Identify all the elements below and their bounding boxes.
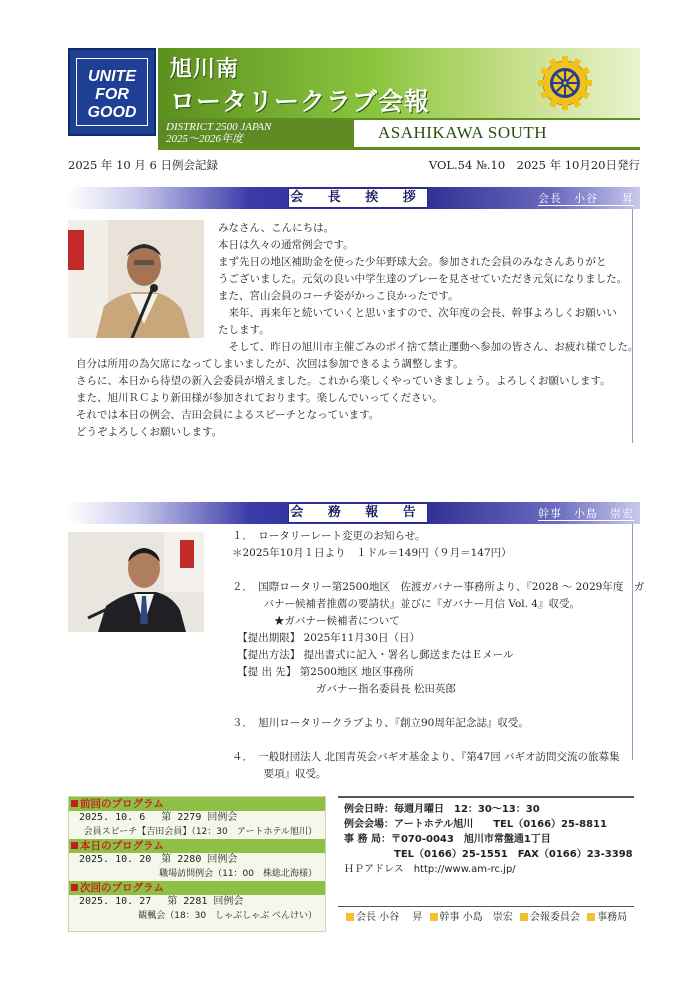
square-bullet-icon xyxy=(71,842,78,849)
greeting-line: 本日は久々の通常例会です。 xyxy=(218,239,354,251)
program-date: 2025. 10. 27 第 2281 回例会 xyxy=(79,896,244,907)
greeting-line: 来年、再来年と続いていくと思いますので、次年度の会長、幹事よろしくお願いい xyxy=(218,307,617,319)
greeting-speaker-name: 会長 小谷 昇 xyxy=(538,192,634,205)
editorial-roles xyxy=(338,906,634,928)
report-speaker-name: 幹事 小島 崇宏 xyxy=(538,507,634,520)
greeting-line: さらに、本日から待望の新入会委員が増えました。これから楽しくやっていきましょう。よろしくお願いします。 xyxy=(76,375,611,387)
program-heading-previous xyxy=(69,797,325,811)
secretary-photo xyxy=(68,532,204,632)
report-line: ２． 国際ロータリー第2500地区 佐渡ガバナー事務所より、『2028 〜 2029年度 ガ xyxy=(232,581,645,593)
issue-number: VOL.54 №.10 2025 年 10月20日発行 xyxy=(428,158,640,172)
district-label: DISTRICT 2500 JAPAN xyxy=(166,121,272,133)
meeting-venue: 例会会場：アートホテル旭川 TEL（0166）25-8811 xyxy=(344,819,607,830)
program-heading-today xyxy=(69,839,325,853)
president-photo xyxy=(68,220,204,338)
greeting-line: そして、昨日の旭川市主催ごみのポイ捨て禁止運動へ参加の皆さん、お疲れ様でした。 xyxy=(218,341,639,353)
header-subbar xyxy=(158,118,640,150)
report-line: ガバナー指名委員長 松田英郎 xyxy=(232,683,456,695)
report-spacer xyxy=(232,698,632,715)
role-office: 事務局 xyxy=(597,912,628,923)
program-description: 会員スピーチ【吉田会員】（12：30 アートホテル旭川） xyxy=(83,827,317,837)
logo-line-3: GOOD xyxy=(87,104,137,121)
logo-line-2: FOR xyxy=(95,86,129,103)
square-bullet-icon xyxy=(520,913,528,921)
greeting-line: たします。 xyxy=(218,324,270,336)
report-spacer xyxy=(232,732,632,749)
report-line: バナー候補者推薦の要請状』並びに『ガバナー月信 Vol. 4』収受。 xyxy=(232,598,580,610)
report-line: 【提 出 先】 第2500地区 地区事務所 xyxy=(232,666,414,678)
greeting-section-bar xyxy=(68,187,640,209)
club-english-name: ASAHIKAWA SOUTH xyxy=(378,123,548,142)
report-line: 【提出方法】 提出書式に記入・署名し郵送またはＥメール xyxy=(232,649,514,661)
rotary-theme-logo xyxy=(68,48,156,136)
greeting-line: みなさん、こんにちは。 xyxy=(218,222,335,234)
logo-line-1: UNITE xyxy=(88,68,136,85)
greeting-speaker xyxy=(538,190,634,206)
report-speaker xyxy=(538,505,634,521)
program-date: 2025. 10. 20 第 2280 回例会 xyxy=(79,854,238,865)
meeting-record-date: 2025 年 10 月 6 日例会記録 xyxy=(68,158,218,172)
report-line: ４． 一般財団法人 北国青英会バギオ基金より、『第47回 バギオ訪問交流の旅募集 xyxy=(232,751,620,763)
program-description: 職場訪問例会（11：00 株総北海様） xyxy=(159,869,317,879)
program-description: 観楓会（18：30 しゃぶしゃぶ べんけい） xyxy=(138,911,317,921)
role-secretary: 幹事 小島 崇宏 xyxy=(439,912,513,923)
issue-meta xyxy=(68,157,640,173)
square-bullet-icon xyxy=(587,913,595,921)
report-spacer xyxy=(232,562,632,579)
program-heading-label: 次回のプログラム xyxy=(80,882,164,894)
greeting-text-lower xyxy=(76,356,611,441)
program-schedule xyxy=(68,796,326,932)
report-line: ３． 旭川ロータリークラブより、『創立90周年記念誌』収受。 xyxy=(232,717,529,729)
role-president: 会長 小谷 昇 xyxy=(356,912,423,923)
office-phone: TEL（0166）25-1551 FAX（0166）23-3398 xyxy=(344,849,633,860)
square-bullet-icon xyxy=(71,884,78,891)
district-block xyxy=(158,120,354,147)
square-bullet-icon xyxy=(346,913,354,921)
homepage-url[interactable]: ＨＰアドレス http://www.am-rc.jp/ xyxy=(344,864,516,875)
report-line: １． ロータリーレート変更のお知らせ。 xyxy=(232,530,426,542)
program-heading-label: 本日のプログラム xyxy=(80,840,164,852)
greeting-line: まず先日の地区補助金を使った少年野球大会。参加された会員のみなさんありがと xyxy=(218,256,607,268)
greeting-line: それでは本日の例会、吉田会員によるスピーチとなっています。 xyxy=(76,409,380,421)
club-info xyxy=(338,796,634,896)
greeting-line: どうぞよろしくお願いします。 xyxy=(76,426,223,438)
greeting-text-upper xyxy=(218,220,638,356)
report-line: ★ガバナー候補者について xyxy=(232,615,400,627)
greeting-line: また、宮山会員のコーチ姿がかっこ良かったです。 xyxy=(218,290,459,302)
report-section-rule xyxy=(632,524,633,760)
program-heading-next xyxy=(69,881,325,895)
square-bullet-icon xyxy=(430,913,438,921)
role-bulletin-committee: 会報委員会 xyxy=(529,912,580,923)
report-section-bar xyxy=(68,502,640,524)
office-address: 事 務 局：〒070-0043 旭川市常盤通1丁目 xyxy=(344,834,551,845)
meeting-schedule: 例会日時：毎週月曜日 12：30〜13：30 xyxy=(344,804,540,815)
report-body xyxy=(232,528,645,783)
club-name: 旭川南 xyxy=(170,57,240,82)
square-bullet-icon xyxy=(71,800,78,807)
greeting-line: また、旭川ＲＣより新田様が参加されております。楽しんでいってください。 xyxy=(76,392,443,404)
newsletter-title: ロータリークラブ会報 xyxy=(170,87,431,116)
rotary-year: 2025〜2026年度 xyxy=(166,133,243,145)
greeting-line: うございました。元気の良い中学生達のプレーを見させていただき元気になりました。 xyxy=(218,273,628,285)
rotary-wheel-icon xyxy=(536,54,594,112)
report-line: 【提出期限】 2025年11月30日（日） xyxy=(232,632,421,644)
greeting-line: 自分は所用の為欠席になってしまいましたが、次回は参加できるよう調整します。 xyxy=(76,358,464,370)
program-date: 2025. 10. 6 第 2279 回例会 xyxy=(79,812,238,823)
report-heading: 会 務 報 告 xyxy=(288,503,428,523)
report-line: ＊2025年10月１日より １ドル＝149円（９月＝147円） xyxy=(232,547,512,559)
report-line: 要項』収受。 xyxy=(232,768,327,780)
program-heading-label: 前回のプログラム xyxy=(80,798,164,810)
greeting-heading: 会 長 挨 拶 xyxy=(288,188,428,208)
